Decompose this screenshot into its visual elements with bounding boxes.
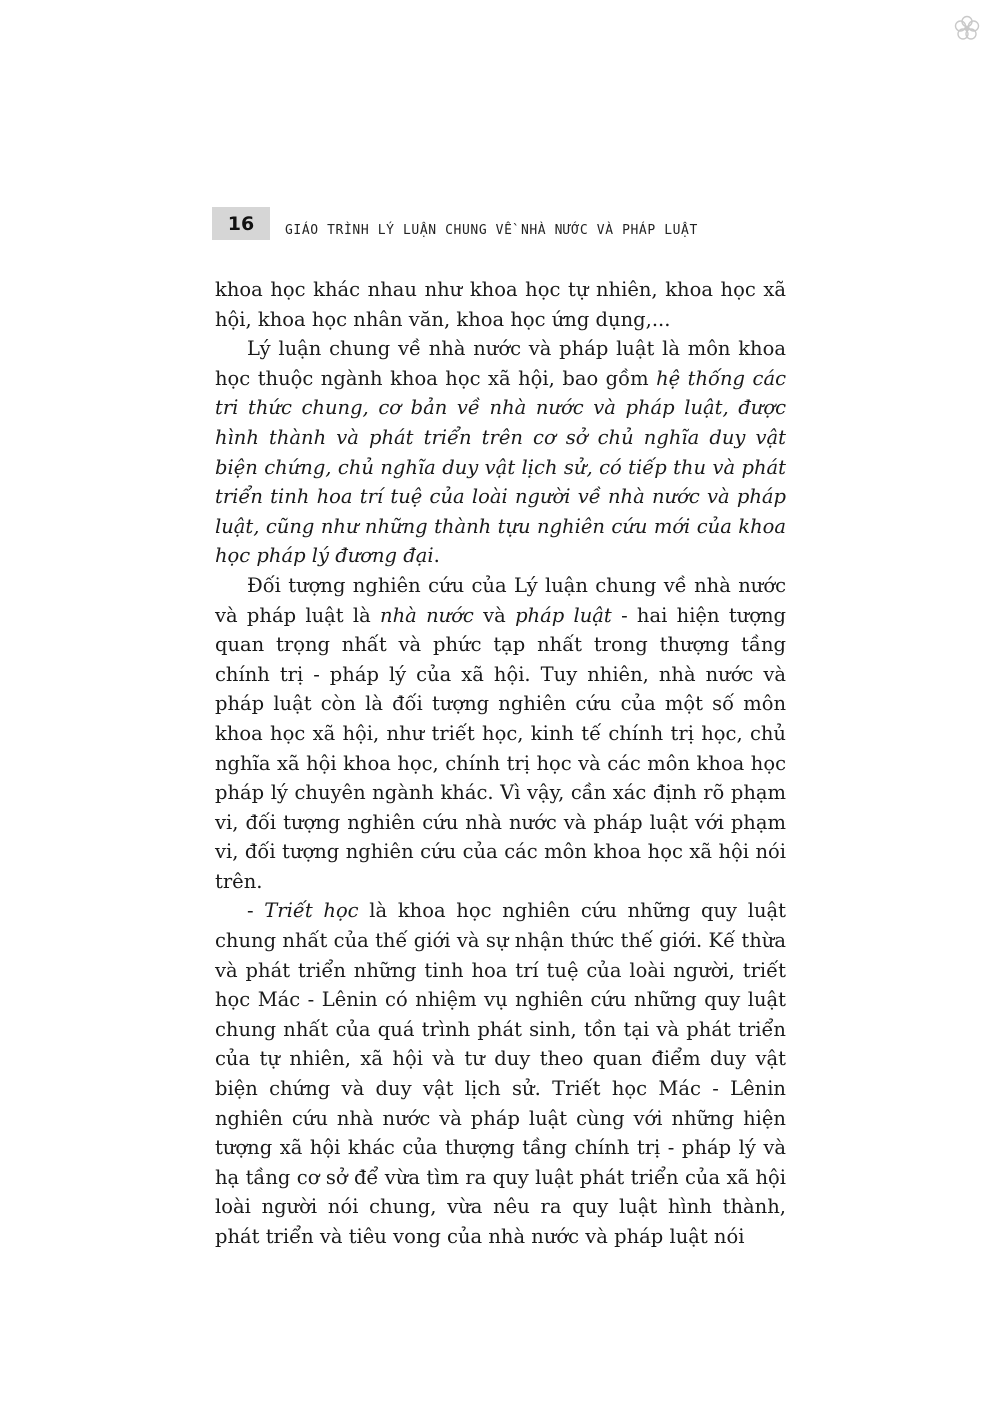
paragraph-3-mid: và (473, 603, 516, 627)
paragraph-3-lead: Đối tượng nghiên cứu của Lý luận chung về nhà nước và pháp luật là (215, 573, 786, 627)
paragraph-3-tail: - hai hiện tượng quan trọng nhất và phức tạp nhất trong thượng tầng chính trị - pháp lý của xã hội. Tuy nhiên, nhà nước và pháp luật còn là đối tượng nghiên cứu của một số môn khoa học xã hội, như triết học, kinh tế chính trị học, chủ nghĩa xã hội khoa học, chính trị học và các môn khoa học pháp lý chuyên ngành khác. Vì vậy, cần xác định rõ phạm vi, đối tượng nghiên cứu nhà nước và pháp luật với phạm vi, đối tượng nghiên cứu của các môn khoa học xã hội nói trên. (215, 603, 786, 893)
paragraph-3-italic-phap-luat: pháp luật (515, 603, 612, 627)
page-number: 16 (212, 207, 270, 240)
paragraph-1-text: khoa học khác nhau như khoa học tự nhiên, khoa học xã hội, khoa học nhân văn, khoa học ứng dụng,... (215, 278, 786, 331)
paragraph-3-italic-nha-nuoc: nhà nước (380, 603, 474, 627)
page-header (212, 207, 792, 240)
paragraph-4-italic: Triết học (264, 899, 359, 923)
flower-watermark-icon (953, 14, 981, 42)
paragraph-2-tail: . (433, 544, 440, 568)
body-text (215, 275, 786, 1252)
running-title: GIÁO TRÌNH LÝ LUẬN CHUNG VỀ NHÀ NƯỚC VÀ PHÁP LUẬT (285, 223, 698, 238)
paragraph-4-tail: là khoa học nghiên cứu những quy luật chung nhất của thế giới và sự nhận thức thế giới. Kế thừa và phát triển những tinh hoa trí tuệ của loài người, triết học Mác - Lênin có nhiệm vụ nghiên cứu những quy luật chung nhất của quá trình phát sinh, tồn tại và phát triển của tự nhiên, xã hội và tư duy theo quan điểm duy vật biện chứng và duy vật lịch sử. Triết học Mác - Lênin nghiên cứu nhà nước và pháp luật cùng với những hiện tượng xã hội khác của thượng tầng chính trị - pháp lý và hạ tầng cơ sở để vừa tìm ra quy luật phát triển của xã hội loài người nói chung, vừa nêu ra quy luật hình thành, phát triển và tiêu vong của nhà nước và pháp luật nói (215, 899, 786, 1248)
paragraph-2 (215, 334, 786, 571)
paragraph-3 (215, 571, 786, 897)
paragraph-2-lead: Lý luận chung về nhà nước và pháp luật là môn khoa học thuộc ngành khoa học xã hội, bao gồm (215, 337, 786, 390)
paragraph-2-italic: hệ thống các tri thức chung, cơ bản về nhà nước và pháp luật, được hình thành và phát triển trên cơ sở chủ nghĩa duy vật biện chứng, chủ nghĩa duy vật lịch sử, có tiếp thu và phát triển tinh hoa trí tuệ của loài người về nhà nước và pháp luật, cũng như những thành tựu nghiên cứu mới của khoa học pháp lý đương đại (215, 366, 786, 568)
paragraph-4 (215, 896, 786, 1251)
paragraph-4-lead: - (247, 899, 265, 923)
paragraph-1 (215, 275, 786, 334)
